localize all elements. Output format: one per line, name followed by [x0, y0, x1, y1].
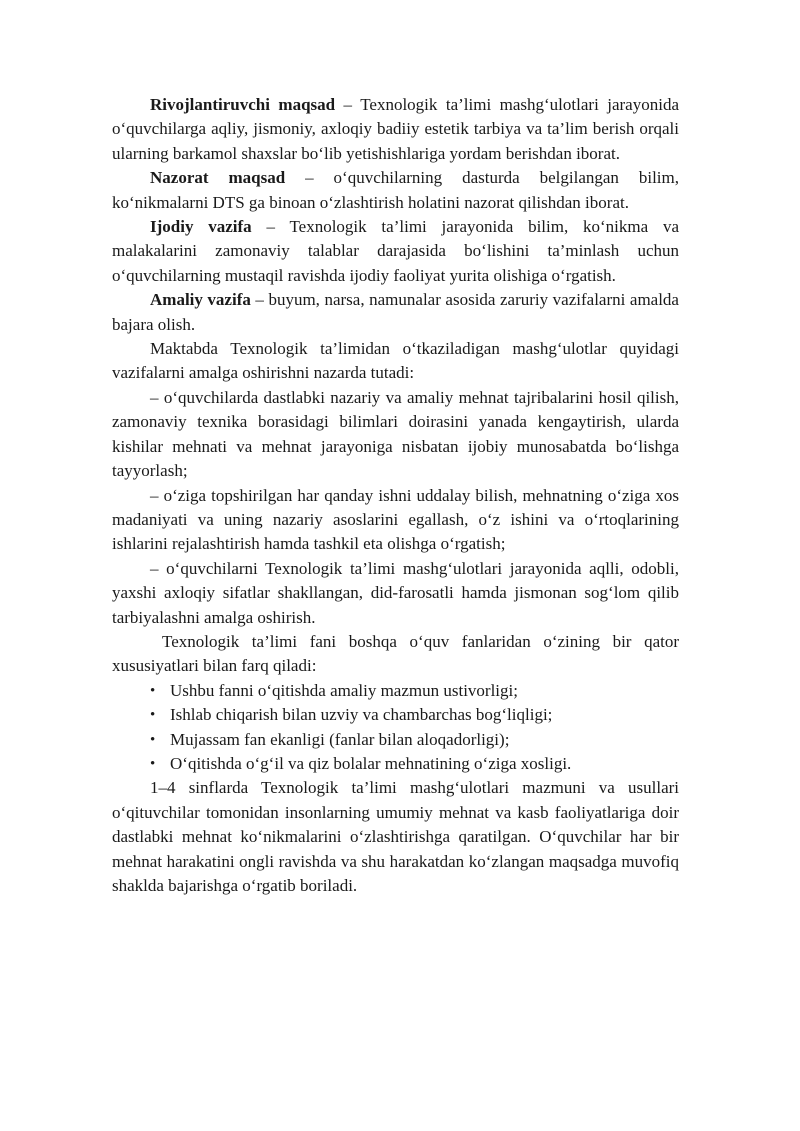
list-item	[150, 679, 679, 703]
paragraph-ijodiy-vazifa	[112, 215, 679, 288]
bullet-icon: •	[150, 707, 156, 724]
paragraph-fan-xususiyatlari: Texnologik ta’limi fani boshqa o‘quv fanlaridan o‘zining bir qator xususiyatlari bilan farq qiladi:	[112, 631, 679, 676]
paragraph-sinflarda-mashgulotlar: 1–4 sinflarda Texnologik ta’limi mashg‘ulotlari mazmuni va usullari o‘qituvchilar tomonidan insonlarning umumiy mehnat va kasb faoliyatlariga doir dastlabki mehnat ko‘nikmalarini o‘zlashtirishga qaratilgan. O‘quvchilar har bir mehnat harakatini ongli ravishda va shu harakatdan ko‘zlangan maqsadga muvofiq shaklda bajarishga o‘rgatib boriladi.	[112, 778, 679, 895]
list-item-text: Ushbu fanni o‘qitishda amaliy mazmun ustivorligi;	[170, 680, 518, 700]
term-nazorat-maqsad: Nazorat maqsad	[150, 168, 286, 188]
definition-rivojlantiruvchi-maqsad: – Texnologik ta’limi mashg‘ulotlari jarayonida o‘quvchilarga aqliy, jismoniy, axloqiy badiiy estetik tarbiya va ta’lim berish orqali ularning barkamol shaxslar bo‘lib yetishishlariga yordam berishdan iborat.	[112, 95, 679, 163]
document-page	[112, 93, 679, 898]
paragraph-nazorat-maqsad	[112, 166, 679, 215]
bullet-icon: •	[150, 755, 156, 772]
term-ijodiy-vazifa: Ijodiy vazifa	[150, 217, 252, 237]
list-item	[150, 752, 679, 776]
paragraph-dash-item-1: – o‘quvchilarda dastlabki nazariy va amaliy mehnat tajribalarini hosil qilish, zamonaviy texnika borasidagi bilimlari doirasini yanada kengaytirish, ularda kishilar mehnati va mehnat jarayoniga nisbatan ijobiy munosabatda bo‘lishga tayyorlash;	[112, 387, 679, 481]
term-amaliy-vazifa: Amaliy vazifa	[150, 290, 251, 310]
paragraph-rivojlantiruvchi-maqsad	[112, 93, 679, 166]
paragraph-maktabda-vazifalar: Maktabda Texnologik ta’limidan o‘tkaziladigan mashg‘ulotlar quyidagi vazifalarni amalga oshirishni nazarda tutadi:	[112, 339, 679, 383]
paragraph-dash-item-2: – o‘ziga topshirilgan har qanday ishni uddalay bilish, mehnatning o‘ziga xos madaniyati va uning nazariy asoslarini egallash, o‘z ishini va o‘rtoqlarining ishlarini rejalashtirish hamda tashkil eta olishga o‘rgatish;	[112, 485, 679, 554]
bullet-list	[112, 679, 679, 777]
term-rivojlantiruvchi-maqsad: Rivojlantiruvchi maqsad	[150, 95, 336, 114]
definition-ijodiy-vazifa: – Texnologik ta’limi jarayonida bilim, ko‘nikma va malakalarini zamonaviy talablar darajasida bo‘lishini ta’minlash uchun o‘quvchilarning mustaqil ravishda ijodiy faoliyat yurita olishiga o‘rgatish.	[112, 217, 679, 285]
list-item-text: Mujassam fan ekanligi (fanlar bilan aloqadorligi);	[170, 729, 510, 749]
list-item	[150, 703, 679, 727]
bullet-icon: •	[150, 682, 156, 699]
list-item-text: O‘qitishda o‘g‘il va qiz bolalar mehnatining o‘ziga xosligi.	[170, 753, 572, 773]
paragraph-amaliy-vazifa	[112, 288, 679, 337]
list-item-text: Ishlab chiqarish bilan uzviy va chambarchas bog‘liqligi;	[170, 705, 553, 725]
definition-amaliy-vazifa: – buyum, narsa, namunalar asosida zaruriy vazifalarni amalda bajara olish.	[112, 290, 679, 334]
definition-nazorat-maqsad: – o‘quvchilarning dasturda belgilangan bilim, ko‘nikmalarni DTS ga binoan o‘zlashtirish holatini nazorat qilishdan iborat.	[112, 168, 680, 212]
paragraph-dash-item-3: – o‘quvchilarni Texnologik ta’limi mashg‘ulotlari jarayonida aqlli, odobli, yaxshi axloqiy sifatlar shakllangan, did-farosatli hamda jismonan sog‘lom qilib tarbiyalashni amalga oshirish.	[112, 558, 679, 627]
bullet-icon: •	[150, 731, 156, 748]
list-item	[150, 728, 679, 752]
